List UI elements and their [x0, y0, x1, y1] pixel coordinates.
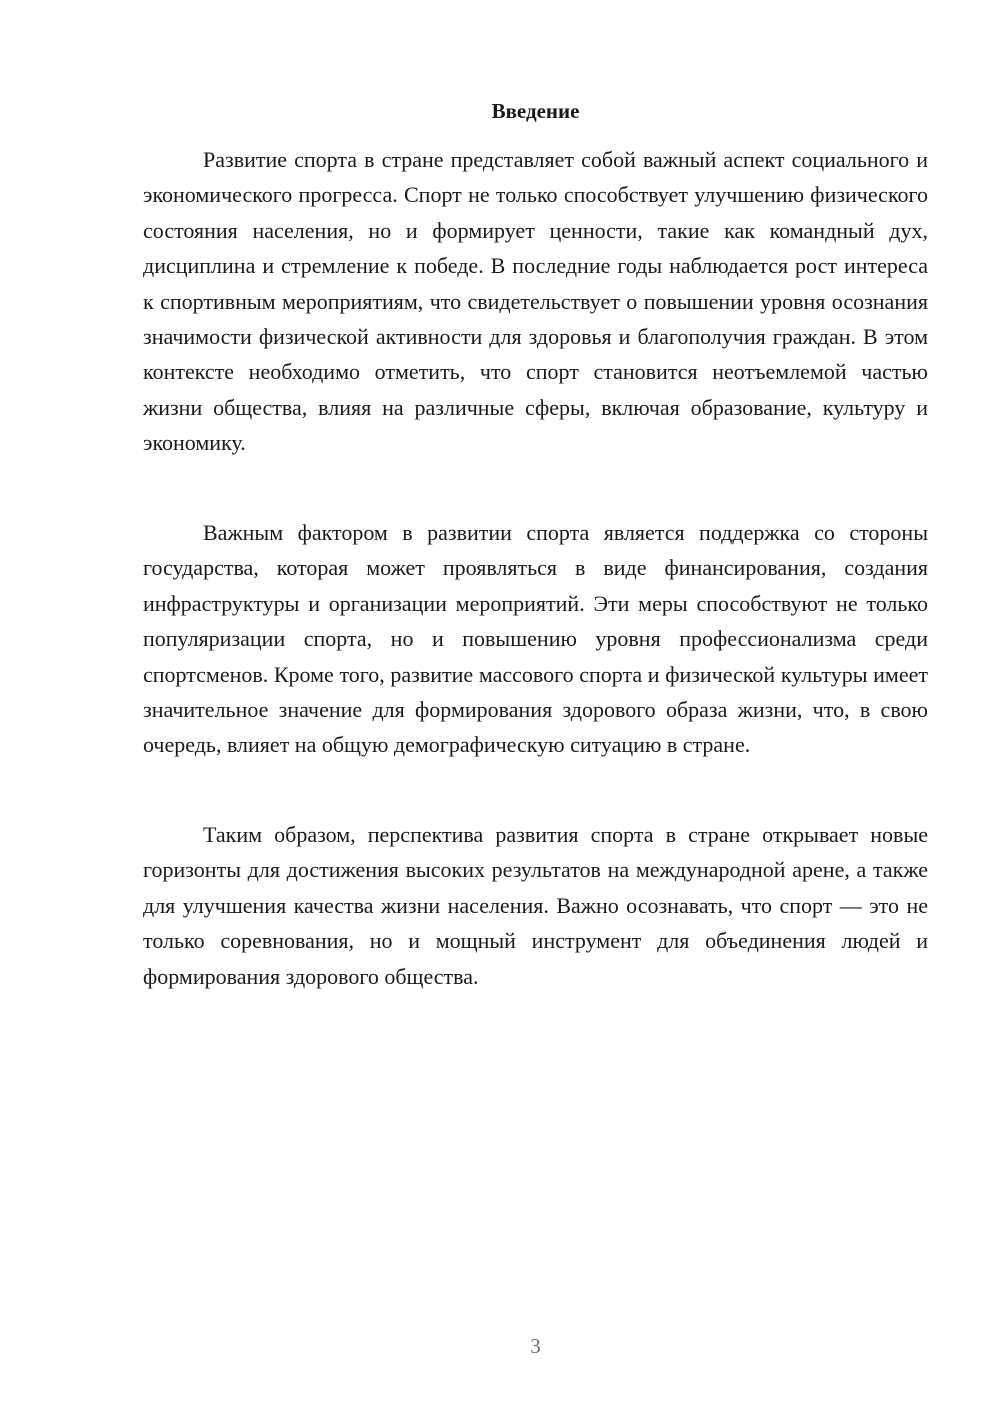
- page-number: 3: [530, 1334, 541, 1358]
- paragraph-2: Важным фактором в развитии спорта является поддержка со стороны государства, которая может проявляться в виде финансирования, создания инфраструктуры и организации мероприятий. Эти меры способствуют не только популяризации спорта, но и повышению уровня профессионализма среди спортсменов. Кроме того, развитие массового спорта и физической культуры имеет значительное значение для формирования здорового образа жизни, что, в свою очередь, влияет на общую демографическую ситуацию в стране.: [143, 520, 928, 758]
- paragraph-1: Развитие спорта в стране представляет собой важный аспект социального и экономического прогресса. Спорт не только способствует улучшению физического состояния населения, но и формирует ценности, такие как командный дух, дисциплина и стремление к победе. В последние годы наблюдается рост интереса к спортивным мероприятиям, что свидетельствует о повышении уровня осознания значимости физической активности для здоровья и благополучия граждан. В этом контексте необходимо отметить, что спорт становится неотъемлемой частью жизни общества, влияя на различные сферы, включая образование, культуру и экономику.: [143, 147, 928, 456]
- section-heading: Введение: [491, 99, 580, 123]
- paragraph-3: Таким образом, перспектива развития спорта в стране открывает новые горизонты для достижения высоких результатов на международной арене, а также для улучшения качества жизни населения. Важно осознавать, что спорт — это не только соревнования, но и мощный инструмент для объединения людей и формирования здорового общества.: [143, 822, 928, 989]
